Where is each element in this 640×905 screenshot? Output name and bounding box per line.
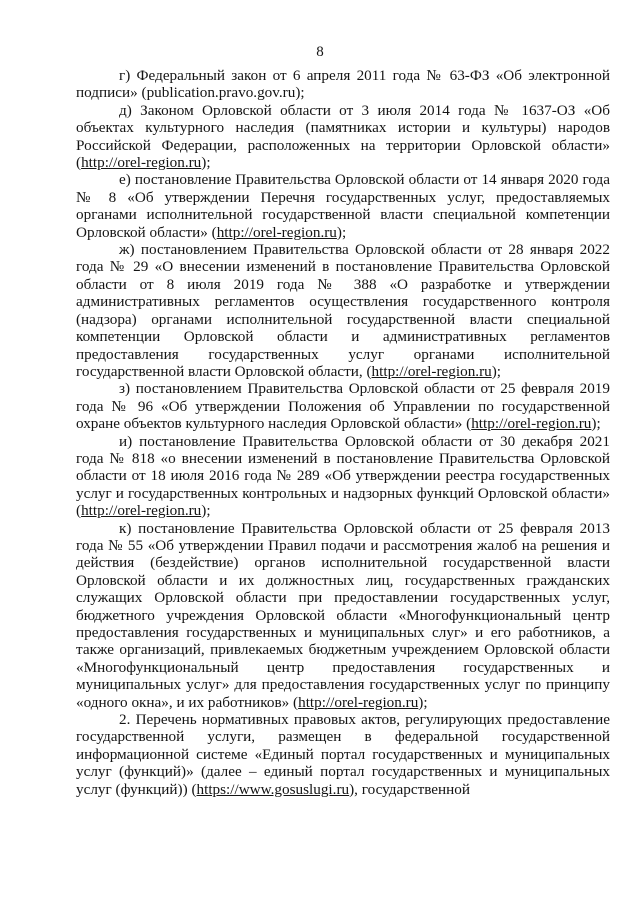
paragraph-i [76,433,610,520]
paragraph-2 [76,711,610,798]
paragraph-z [76,380,610,432]
link-gosuslugi[interactable]: https://www.gosuslugi.ru [196,780,350,798]
paragraph-text: е) постановление Правительства Орловской области от 14 января 2020 года № 8 «Об утверждении Перечня государственных услуг, предоставляемых органами исполнительной государственной власти специальной компетенции Орловской области» ( [76,171,610,241]
paragraph-tail: ); [491,362,502,380]
paragraph-e [76,171,610,241]
paragraph-g [76,67,610,102]
document-body [76,67,610,798]
paragraph-tail: ); [336,223,347,241]
paragraph-d [76,102,610,172]
paragraph-text: ж) постановлением Правительства Орловской области от 28 января 2022 года № 29 «О внесении изменений в постановление Правительства Орловской области от 8 июля 2019 года № 388 «О разработке и утверждении административных регламентов осуществления государственного контроля (надзора) органами исполнительной государственной власти специальной компетенции Орловской области и административных регламентов предоставления государственных услуг органами исполнительной государственной власти Орловской области, ( [76,241,610,380]
link-orel-region[interactable]: http://orel-region.ru [81,154,202,172]
paragraph-text: г) Федеральный закон от 6 апреля 2011 года № 63-ФЗ «Об электронной подписи» (publication.pravo.gov.ru); [76,67,610,102]
paragraph-text: 2. Перечень нормативных правовых актов, регулирующих предоставление государственной услуги, размещен в федеральной государственной информационной системе «Единый портал государственных и муниципальных услуг (функций)» (далее – единый портал государственных и муниципальных услуг (функций)) ( [76,711,610,798]
link-orel-region[interactable]: http://orel-region.ru [471,415,592,433]
paragraph-k [76,520,610,711]
link-orel-region[interactable]: http://orel-region.ru [298,693,419,711]
paragraph-tail: ); [418,693,428,711]
link-orel-region[interactable]: http://orel-region.ru [81,502,202,520]
paragraph-text: з) постановлением Правительства Орловской области от 25 февраля 2019 года № 96 «Об утверждении Положения об Управлении по государственной охране объектов культурного наследия Орловской области» ( [76,380,610,433]
paragraph-text: к) постановление Правительства Орловской области от 25 февраля 2013 года № 55 «Об утверждении Правил подачи и рассмотрения жалоб на решения и действия (бездействие) органов исполнительной государственной власти Орловской области и их должностных лиц, государственных гражданских служащих Орловской области при предоставлении государственных услуг, бюджетного учреждения Орловской области «Многофункциональный центр предоставления государственных и муниципальных слуг» и его работников, а также организаций, привлекаемых бюджетным учреждением Орловской области «Многофункциональный центр предоставления государственных и муниципальных услуг» для предоставления государственных услуг по принципу «одного окна», и их работников» ( [76,519,610,711]
paragraph-tail: ); [201,502,211,520]
paragraph-zh [76,241,610,380]
paragraph-tail: ), государственной [349,780,471,798]
paragraph-tail: ); [201,154,211,172]
link-orel-region[interactable]: http://orel-region.ru [216,223,337,241]
link-orel-region[interactable]: http://orel-region.ru [371,362,492,380]
page-number: 8 [316,44,324,60]
paragraph-text: д) Законом Орловской области от 3 июля 2014 года № 1637-ОЗ «Об объектах культурного наследия (памятниках истории и культуры) народов Российской Федерации, расположенных на территории Орловской области» ( [76,101,610,172]
paragraph-text: и) постановление Правительства Орловской области от 30 декабря 2021 года № 818 «о внесении изменений в постановление Правительства Орловской области от 18 июля 2016 года № 289 «Об утверждении реестра государственных услуг и государственных контрольных и надзорных функций Орловской области» ( [76,432,610,520]
paragraph-tail: ); [591,415,601,433]
